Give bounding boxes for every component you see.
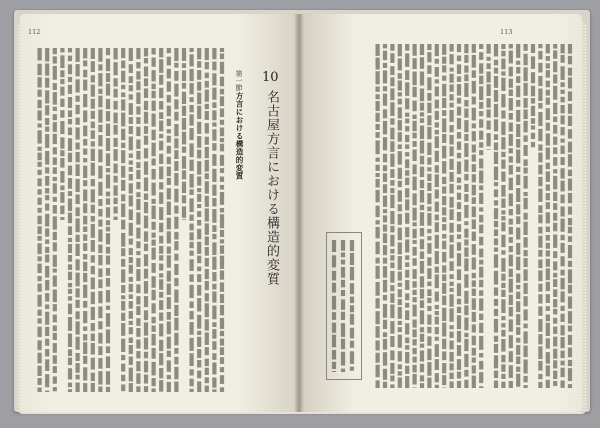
section-title: 方言における構造的変質	[235, 92, 244, 180]
chapter-number: 10	[262, 70, 279, 85]
right-page-number: 113	[500, 28, 513, 36]
left-page-number: 112	[28, 28, 41, 36]
chapter-title: 名古屋方言における構造的変質	[264, 90, 279, 286]
section-label: 第一節	[235, 70, 243, 91]
